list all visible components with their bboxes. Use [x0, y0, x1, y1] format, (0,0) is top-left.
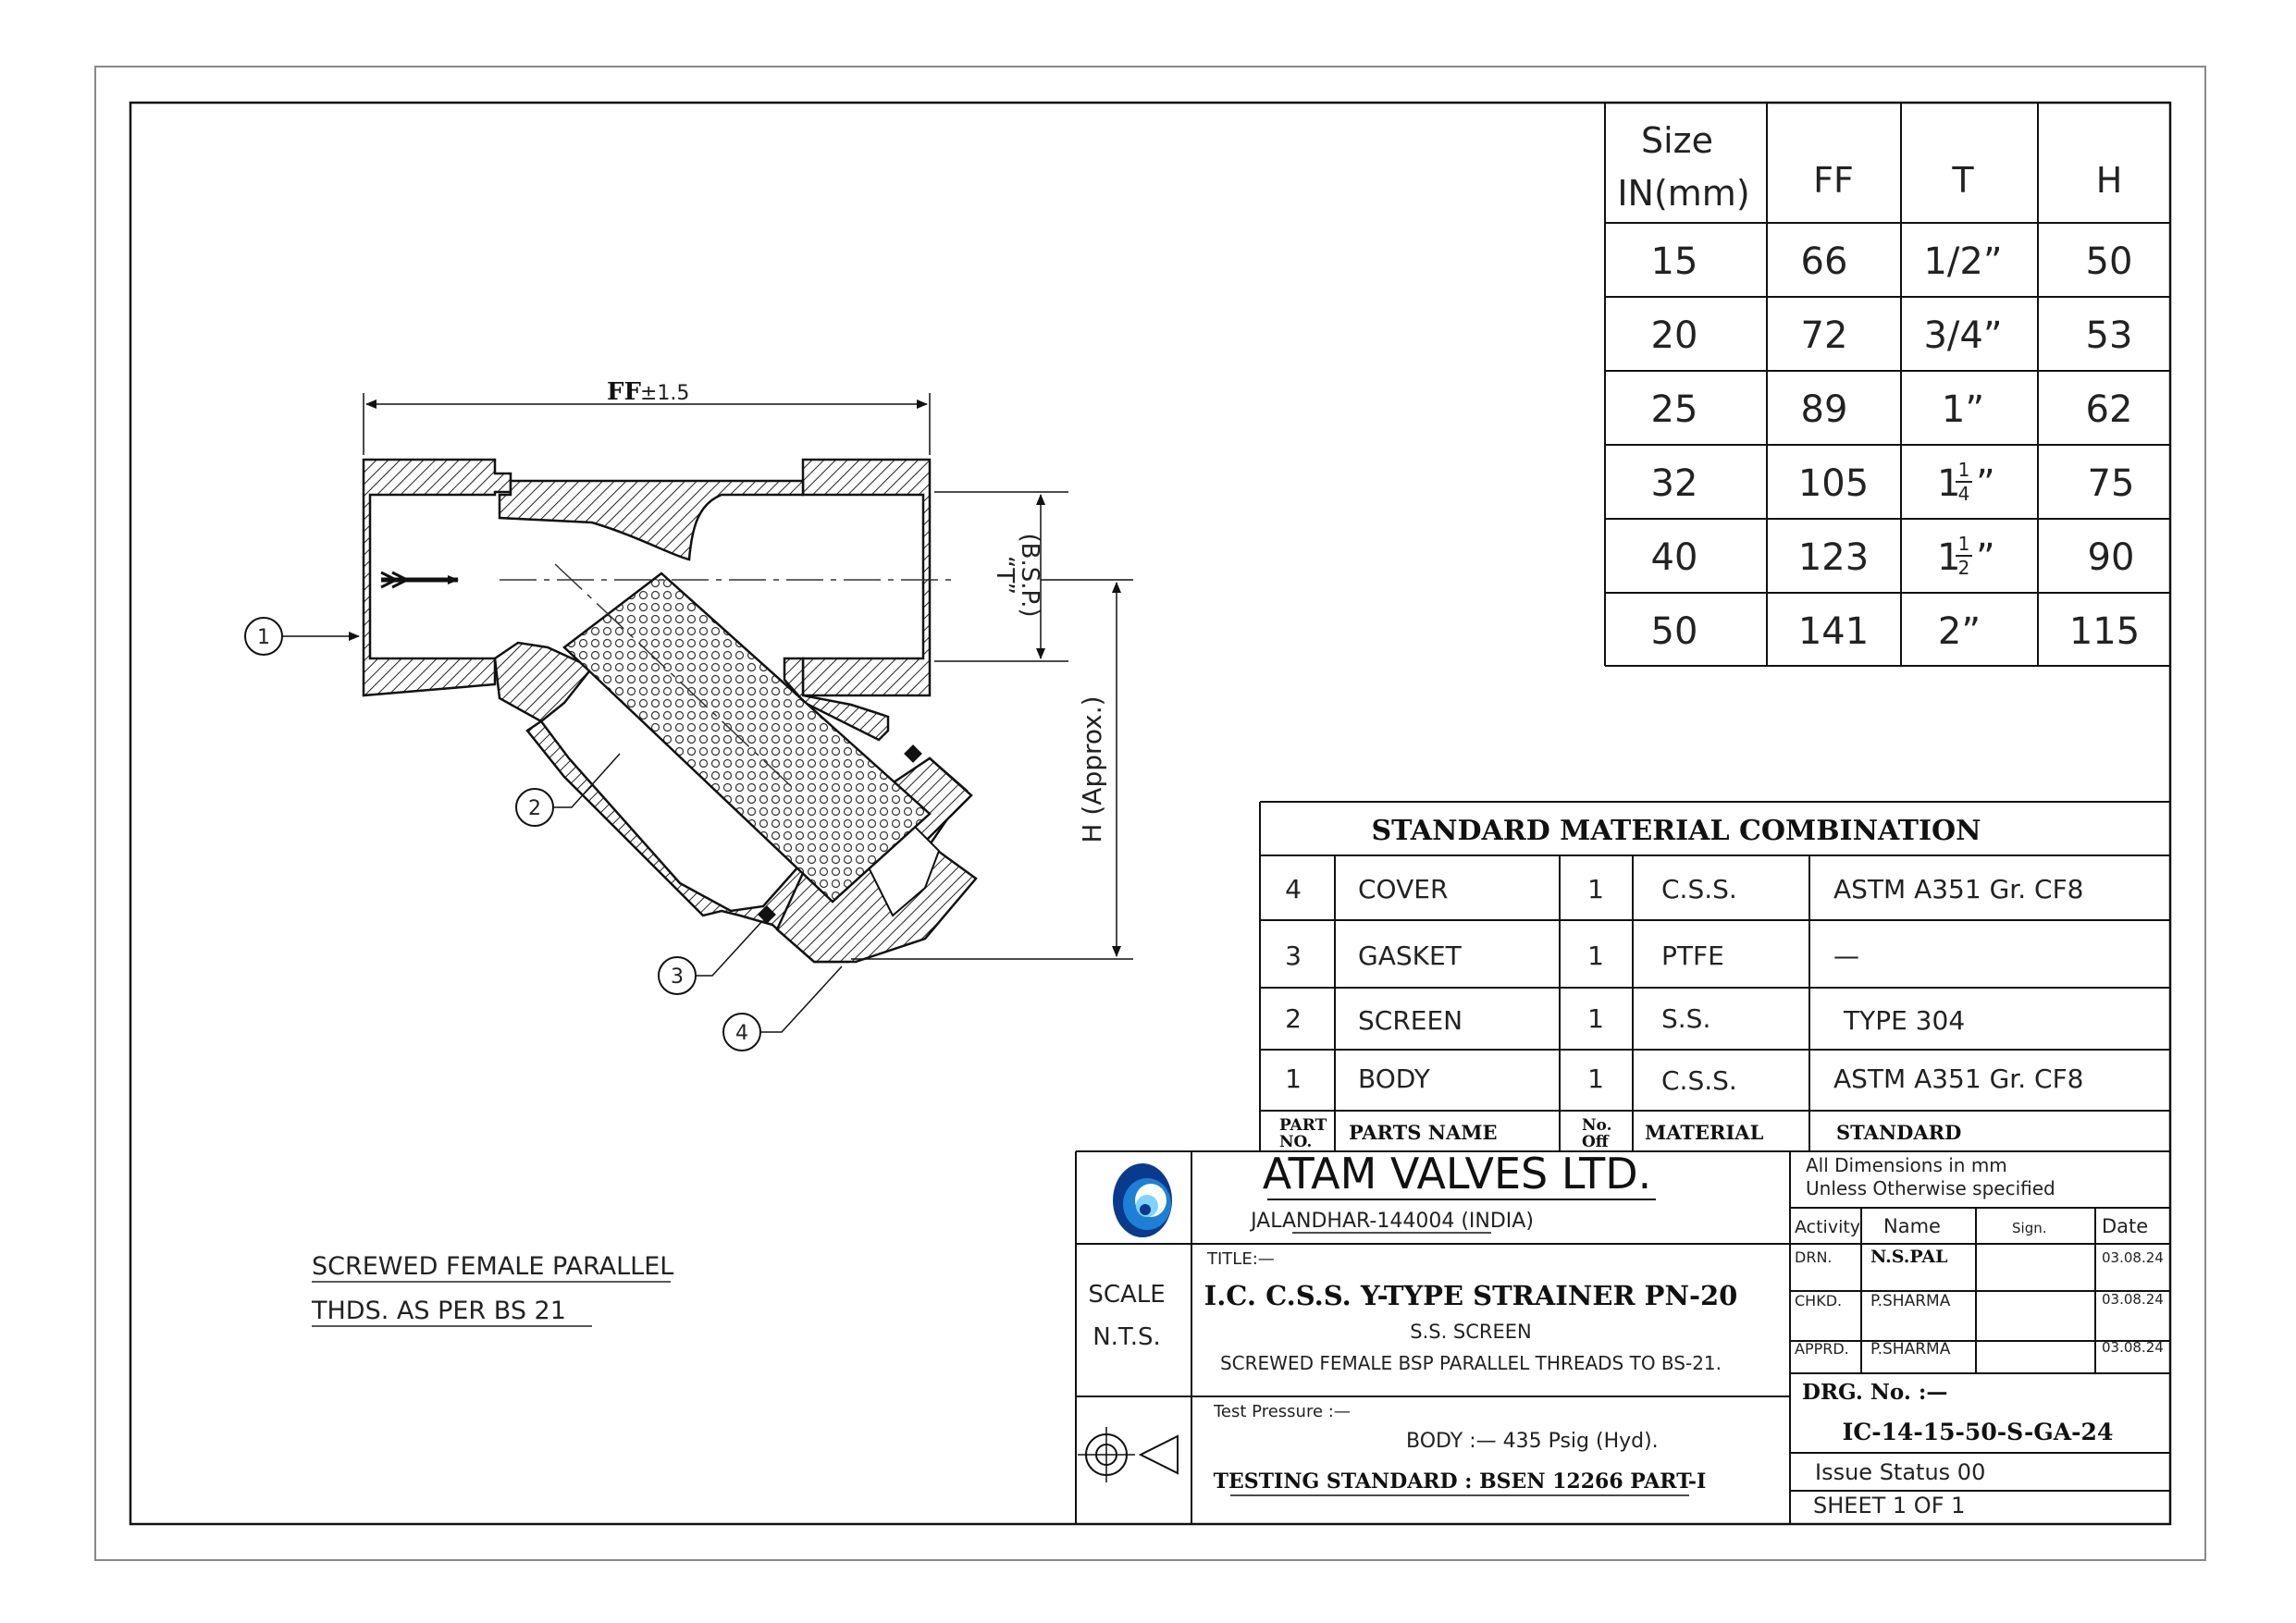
drawing-number-label: DRG. No. :—	[1802, 1380, 1948, 1405]
balloon-1	[245, 618, 359, 655]
qty-cell: 1	[1587, 941, 1604, 971]
scale-value: N.T.S.	[1092, 1323, 1161, 1351]
gasket-top	[904, 744, 922, 763]
t-cell-fraction	[1937, 533, 1995, 579]
strainer-section-view	[245, 378, 1133, 1051]
svg-text:”: ”	[1976, 462, 1995, 505]
material-table-title: STANDARD MATERIAL COMBINATION	[1371, 815, 1981, 847]
size-table	[1605, 103, 2170, 666]
svg-text:1: 1	[257, 626, 270, 649]
thread-note-line-2: THDS. AS PER BS 21	[312, 1297, 566, 1325]
balloon-3	[659, 921, 762, 994]
h-cell: 50	[2085, 240, 2133, 283]
svg-text:1: 1	[1937, 462, 1961, 505]
part-no-header: PART	[1279, 1116, 1327, 1135]
standard-header: STANDARD	[1836, 1121, 1962, 1144]
signoff-activity: DRN.	[1795, 1248, 1833, 1266]
h-cell: 90	[2087, 536, 2135, 579]
h-cell: 53	[2085, 314, 2133, 357]
size-header: Size	[1640, 120, 1714, 161]
qty-header: No.	[1582, 1116, 1612, 1135]
drawing-title: I.C. C.S.S. Y-TYPE STRAINER PN-20	[1204, 1280, 1738, 1311]
material-header: MATERIAL	[1645, 1121, 1764, 1144]
h-label: H (Approx.)	[1077, 695, 1107, 843]
ff-cell: 89	[1800, 388, 1848, 431]
standard-cell: ASTM A351 Gr. CF8	[1833, 1064, 2084, 1094]
projection-symbol	[1078, 1427, 1178, 1482]
t-cell: 1/2”	[1923, 240, 2003, 283]
ff-header: FF	[1813, 160, 1854, 201]
part-no-header-2: NO.	[1279, 1133, 1313, 1151]
svg-text:2: 2	[528, 797, 541, 820]
part-name-cell: GASKET	[1358, 941, 1462, 971]
svg-text:3: 3	[671, 965, 684, 989]
signoff-name: P.SHARMA	[1870, 1292, 1951, 1310]
qty-cell: 1	[1587, 874, 1604, 904]
part-no-cell: 4	[1285, 874, 1302, 904]
material-cell: PTFE	[1661, 941, 1724, 971]
ff-cell: 72	[1800, 314, 1848, 357]
material-cell: C.S.S.	[1661, 874, 1737, 904]
ff-tolerance: ±1.5	[640, 382, 690, 405]
dimensions-note-2: Unless Otherwise specified	[1806, 1177, 2055, 1199]
thread-note-line-1: SCREWED FEMALE PARALLEL	[312, 1252, 674, 1281]
signoff-activity: CHKD.	[1795, 1292, 1843, 1309]
ff-cell: 141	[1797, 610, 1870, 653]
size-unit-header: IN(mm)	[1617, 173, 1750, 214]
standard-cell: TYPE 304	[1844, 1005, 1966, 1036]
ff-cell: 105	[1797, 462, 1870, 505]
signoff-name: N.S.PAL	[1870, 1247, 1948, 1267]
svg-text:1: 1	[1957, 533, 1970, 555]
svg-text:”: ”	[1976, 536, 1995, 579]
parts-name-header: PARTS NAME	[1349, 1121, 1498, 1144]
t-label: “T”	[991, 555, 1018, 596]
scale-label: SCALE	[1088, 1281, 1166, 1309]
signoff-name: P.SHARMA	[1870, 1340, 1951, 1359]
material-cell: C.S.S.	[1661, 1065, 1737, 1096]
testing-standard: TESTING STANDARD : BSEN 12266 PART-I	[1213, 1469, 1707, 1494]
t-thread-label: (B.S.P.)	[1016, 533, 1043, 618]
svg-text:1: 1	[1937, 536, 1961, 579]
h-cell: 62	[2085, 388, 2133, 431]
svg-text:1: 1	[1957, 459, 1970, 481]
drawing-subtitle: S.S. SCREEN	[1410, 1321, 1532, 1343]
test-pressure-label: Test Pressure :—	[1214, 1402, 1351, 1421]
activity-header: Activity	[1795, 1217, 1861, 1237]
outlet-hub	[803, 460, 930, 695]
material-cell: S.S.	[1661, 1003, 1711, 1034]
name-header: Name	[1883, 1215, 1941, 1237]
t-cell-fraction	[1937, 459, 1995, 505]
drawing-number: IC-14-15-50-S-GA-24	[1842, 1419, 2114, 1445]
title-label: TITLE:—	[1207, 1249, 1275, 1269]
size-cell: 15	[1650, 240, 1698, 283]
sign-header: Sign.	[2012, 1220, 2047, 1236]
signoff-date: 03.08.24	[2102, 1339, 2164, 1356]
t-cell: 2”	[1937, 610, 1981, 653]
drawing-subtitle-2: SCREWED FEMALE BSP PARALLEL THREADS TO BS-21.	[1219, 1352, 1722, 1374]
size-cell: 20	[1650, 314, 1698, 357]
h-header: H	[2095, 160, 2123, 201]
qty-cell: 1	[1587, 1003, 1604, 1034]
signoff-date: 03.08.24	[2102, 1291, 2164, 1308]
sheet-number: SHEET 1 OF 1	[1813, 1493, 1966, 1518]
signoff-activity: APPRD.	[1795, 1340, 1849, 1358]
signoff-date: 03.08.24	[2102, 1249, 2164, 1266]
t-cell: 1”	[1941, 388, 1985, 431]
ff-label: FF	[607, 378, 641, 406]
part-no-cell: 1	[1285, 1064, 1302, 1094]
svg-text:2: 2	[1957, 557, 1970, 579]
size-cell: 40	[1650, 536, 1698, 579]
date-header: Date	[2102, 1215, 2149, 1237]
dimensions-note: All Dimensions in mm	[1806, 1154, 2007, 1176]
h-cell: 115	[2068, 610, 2141, 653]
company-name: ATAM VALVES LTD.	[1262, 1149, 1652, 1199]
balloon-4	[723, 966, 842, 1051]
material-table	[1260, 802, 2170, 1151]
svg-text:4: 4	[1957, 483, 1970, 505]
svg-text:4: 4	[735, 1022, 748, 1045]
title-block	[1076, 1149, 2170, 1524]
standard-cell: —	[1833, 941, 1859, 971]
qty-header-2: Off	[1582, 1133, 1609, 1151]
ff-cell: 123	[1797, 536, 1870, 579]
t-header: T	[1952, 160, 1974, 201]
ff-cell: 66	[1800, 240, 1848, 283]
atam-logo	[1113, 1163, 1172, 1237]
test-pressure-body: BODY :— 435 Psig (Hyd).	[1406, 1430, 1659, 1453]
size-cell: 25	[1650, 388, 1698, 431]
qty-cell: 1	[1587, 1064, 1604, 1094]
size-cell: 50	[1650, 610, 1698, 653]
standard-cell: ASTM A351 Gr. CF8	[1833, 874, 2084, 904]
part-no-cell: 2	[1285, 1003, 1302, 1034]
company-address: JALANDHAR-144004 (INDIA)	[1251, 1210, 1534, 1233]
t-cell: 3/4”	[1923, 314, 2003, 357]
part-name-cell: BODY	[1358, 1064, 1430, 1094]
part-name-cell: SCREEN	[1358, 1005, 1463, 1036]
h-cell: 75	[2087, 462, 2135, 505]
part-name-cell: COVER	[1358, 874, 1449, 904]
body-top-wall	[500, 481, 803, 559]
thread-note	[311, 1252, 673, 1326]
part-no-cell: 3	[1285, 941, 1302, 971]
size-cell: 32	[1650, 462, 1698, 505]
issue-status: Issue Status 00	[1815, 1459, 1986, 1485]
